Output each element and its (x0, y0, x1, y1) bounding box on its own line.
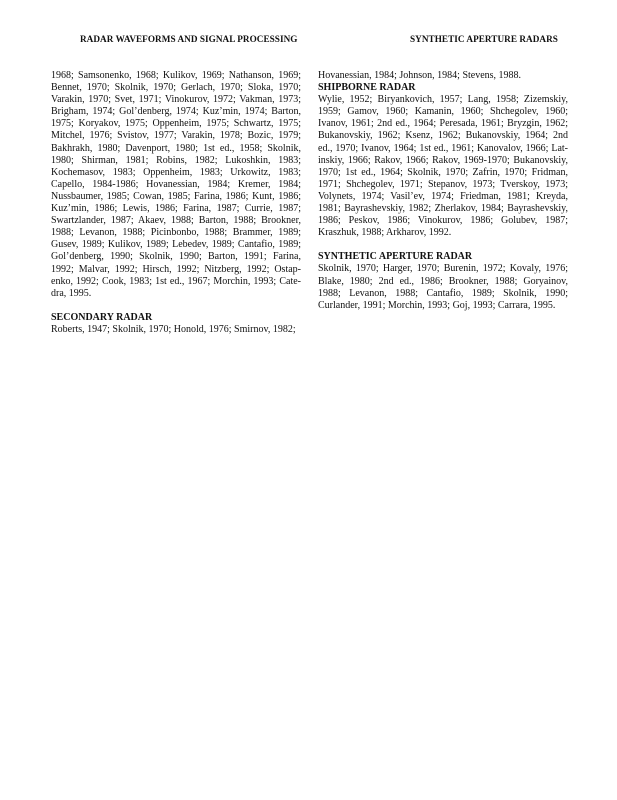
synthetic-aperture-radar-heading: SYNTHETIC APERTURE RADAR (318, 251, 473, 263)
secondary-radar-text: Roberts, 1947; Skolnik, 1970; Honold, 1976; Smirnov, 1982; (51, 323, 296, 335)
synthetic-aperture-radar-text: Skolnik, 1970; Harger, 1970; Burenin, 1972; Kovaly, 1976; Blake, 1980; 2nd ed., 1986; Brookner, 1988; Goryainov, 1988; Levanon, 1988; Cantafio, 1989; Skolnik, 1990; Curlander, 1991; Morchin, 1993; Goj, 1993; Carrara, 1995. (318, 263, 568, 311)
right-continued-text: Hovanessian, 1984; Johnson, 1984; Stevens, 1988. (318, 70, 522, 81)
shipborne-radar-text: Wylie, 1952; Biryankovich, 1957; Lang, 1958; Zizemskiy, 1959; Gamov, 1960; Kamanin, 1960; Shchegolev, 1960; Ivanov, 1961; 2nd ed., 1964; Peresada, 1961; Bryzgin, 1962; Bukanovskiy, 1962; Ksenz, 1962; Bukanovskiy, 1964; 2nd ed., 1970; Ivanov, 1964; 1st ed., 1961; Kanovalov, 1966; Lat-inskiy, 1966; Rakov, 1966; Rakov, 1969-1970; Bukanovskiy, 1970; 1st ed., 1964; Skolnik, 1970; Zafrin, 1970; Fridman, 1971; Shchegolev, 1971; Stepanov, 1973; Tverskoy, 1973; Volynets, 1974; Vasil’ev, 1974; Friedman, 1981; Kreyda, 1981; Bayrashevskiy, 1982; Zherlakov, 1984; Bayrashevskiy, 1986; Peskov, 1986; Vinokurov, 1986; Golubev, 1987; Kraszhuk, 1988; Arkharov, 1992. (318, 94, 568, 239)
left-column (51, 70, 301, 336)
shipborne-radar-heading: SHIPBORNE RADAR (318, 82, 416, 94)
left-continued-text: 1968; Samsonenko, 1968; Kulikov, 1969; Nathanson, 1969; Bennet, 1970; Skolnik, 1970; Gerlach, 1970; Sloka, 1970; Varakin, 1970; Svet, 1971; Vinokurov, 1972; Vakman, 1973; Brigham, 1974; Gol’denberg, 1974; Kuz’min, 1974; Barton, 1975; Koryakov, 1975; Oppenheim, 1975; Schwartz, 1975; Mitchel, 1976; Svistov, 1977; Varakin, 1978; Bozic, 1979; Bakhrakh, 1980; Davenport, 1980; 1st ed., 1958; Skolnik, 1980; Shirman, 1981; Robins, 1982; Lukoshkin, 1983; Kochemasov, 1983; Oppenheim, 1983; Urkowitz, 1983; Capello, 1984-1986; Hovanessian, 1984; Kremer, 1984; Nussbaumer, 1985; Cowan, 1985; Farina, 1986; Kunt, 1986; Kuz’min, 1986; Lewis, 1986; Farina, 1987; Currie, 1987; Swartzlander, 1987; Akaev, 1988; Barton, 1988; Brookner, 1988; Levanon, 1988; Picinbonbo, 1988; Brammer, 1989; Gusev, 1989; Kulikov, 1989; Lebedev, 1989; Cantafio, 1989; Gol’denberg, 1990; Skolnik, 1990; Barton, 1991; Farina, 1992; Malvar, 1992; Hirsch, 1992; Nitzberg, 1992; Ostap-enko, 1992; Cook, 1983; 1st ed., 1967; Morchin, 1993; Cate-dra, 1995. (51, 70, 301, 299)
running-header-right: SYNTHETIC APERTURE RADARS (410, 34, 558, 44)
secondary-radar-heading: SECONDARY RADAR (51, 311, 153, 323)
running-header-left: RADAR WAVEFORMS AND SIGNAL PROCESSING (80, 34, 298, 44)
right-column (318, 70, 568, 312)
